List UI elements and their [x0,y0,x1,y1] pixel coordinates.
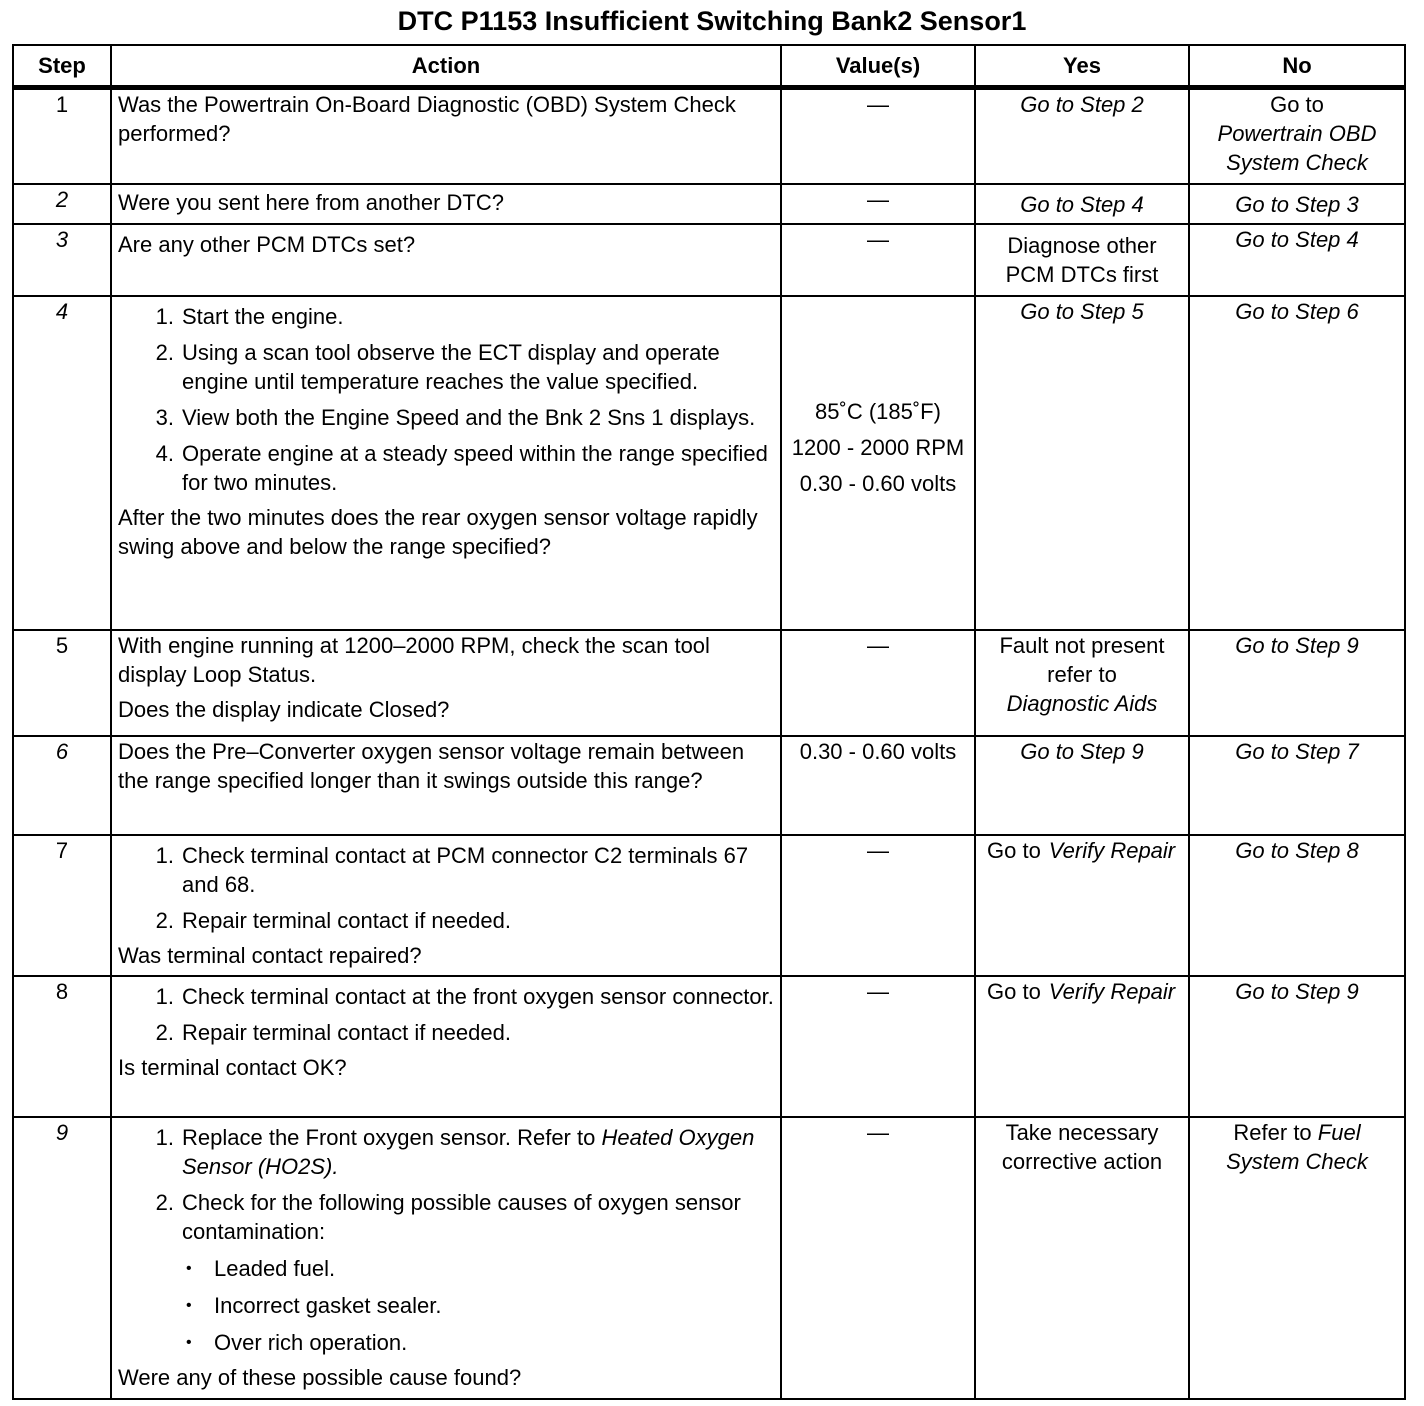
table-row [13,1117,1405,1399]
list-item: 1. Replace the Front oxygen sensor. Refer to Heated Oxygen Sensor (HO2S). [155,1125,755,1179]
no-cell [1189,1117,1405,1399]
list-item: • Leaded fuel. [186,1256,336,1281]
list-item: 2. Check for the following possible causes of oxygen sensor contamination: [155,1190,741,1244]
step-number: 9 [13,1117,111,1399]
step-number: 7 [13,835,111,976]
no-cell: Go to Step 4 [1189,224,1405,296]
action-cell [111,976,781,1117]
yes-cell: Go to Step 4 [975,184,1189,224]
action-cell [111,1117,781,1399]
step-number: 2 [13,184,111,224]
page-title: DTC P1153 Insufficient Switching Bank2 Sensor1 [397,6,1027,36]
yes-prefix: Go to [987,838,1041,863]
table-row [13,87,1405,184]
no-link: Powertrain OBD System Check [1217,120,1377,175]
cause-list [118,1254,774,1357]
step-number: 1 [13,87,111,184]
table-row [13,835,1405,976]
action-text: With engine running at 1200–2000 RPM, check the scan tool display Loop Status. [118,633,710,687]
yes-cell: Take necessary corrective action [975,1117,1189,1399]
yes-cell: Diagnose other PCM DTCs first [975,224,1189,296]
yes-prefix: Go to [987,979,1041,1004]
action-question: Were any of these possible cause found? [118,1365,522,1390]
header-action: Action [111,45,781,87]
no-cell: Go to Step 8 [1189,835,1405,976]
list-item: 1. Check terminal contact at the front oxygen sensor connector. [155,984,774,1009]
list-item: 1. Check terminal contact at PCM connector C2 terminals 67 and 68. [155,843,749,897]
header-no: No [1189,45,1405,87]
no-cell: Go to Step 3 [1189,184,1405,224]
action-question: Does the display indicate Closed? [118,697,450,722]
action-text: Does the Pre–Converter oxygen sensor voltage remain between the range specified longer than it swings outside this range? [118,739,745,793]
table-row [13,184,1405,224]
rpm-value: 1200 - 2000 RPM [791,435,965,460]
step-number: 8 [13,976,111,1117]
table-row [13,736,1405,835]
step-number: 3 [13,224,111,296]
yes-link: Verify Repair [1048,979,1176,1004]
step-number: 6 [13,736,111,835]
action-cell [111,736,781,835]
no-cell: Go to Step 7 [1189,736,1405,835]
action-cell [111,184,781,224]
action-cell [111,835,781,976]
action-text: Are any other PCM DTCs set? [118,232,416,257]
list-item: 3. View both the Engine Speed and the Bnk 2 Sns 1 displays. [155,405,756,430]
yes-prefix: Fault not present refer to [999,633,1165,687]
no-link: Fuel System Check [1226,1120,1368,1174]
list-item: • Incorrect gasket sealer. [186,1293,442,1318]
yes-cell: Go to Step 2 [975,87,1189,184]
list-item: 2. Using a scan tool observe the ECT display and operate engine until temperature reaches the value specified. [155,340,720,394]
action-text: Were you sent here from another DTC? [118,190,504,215]
header-yes: Yes [975,45,1189,87]
no-cell [1189,87,1405,184]
header-step: Step [13,45,111,87]
step-number: 5 [13,630,111,736]
value-cell: — [781,224,975,296]
action-question: After the two minutes does the rear oxygen sensor voltage rapidly swing above and below the range specified? [118,505,758,559]
table-row [13,976,1405,1117]
no-cell: Go to Step 9 [1189,976,1405,1117]
diagnostic-table [12,44,1406,1400]
yes-cell [975,630,1189,736]
table-row [13,630,1405,736]
step-number: 4 [13,296,111,630]
value-cell: — [781,835,975,976]
voltage-value: 0.30 - 0.60 volts [799,471,957,496]
value-cell: 0.30 - 0.60 volts [781,736,975,835]
no-cell: Go to Step 6 [1189,296,1405,630]
header-row [13,45,1405,87]
action-cell [111,87,781,184]
action-question: Is terminal contact OK? [118,1055,347,1080]
action-cell [111,224,781,296]
yes-cell: Go to Step 9 [975,736,1189,835]
no-prefix: Refer to [1233,1120,1312,1145]
action-steps [118,982,774,1047]
list-item: 4. Operate engine at a steady speed within the range specified for two minutes. [155,441,768,495]
action-steps [118,841,774,935]
value-cell: — [781,1117,975,1399]
value-cell: — [781,87,975,184]
yes-cell: Go to Step 5 [975,296,1189,630]
reference-link: Heated Oxygen Sensor (HO2S). [182,1125,755,1179]
action-question: Was terminal contact repaired? [118,943,422,968]
action-steps [118,302,774,497]
yes-link: Verify Repair [1048,838,1176,863]
list-item: 1. Start the engine. [155,304,344,329]
no-prefix: Go to [1270,91,1324,117]
header-values: Value(s) [781,45,975,87]
table-row [13,224,1405,296]
yes-cell [975,976,1189,1117]
action-cell [111,630,781,736]
list-item: 2. Repair terminal contact if needed. [155,908,511,933]
value-cell: — [781,976,975,1117]
list-item: 2. Repair terminal contact if needed. [155,1020,511,1045]
no-cell: Go to Step 9 [1189,630,1405,736]
yes-link: Diagnostic Aids [1006,691,1158,716]
temperature-value: 85˚C (185˚F) [815,399,941,424]
value-cell: — [781,630,975,736]
table-row [13,296,1405,630]
action-cell [111,296,781,630]
value-cell: — [781,184,975,224]
action-text: Was the Powertrain On-Board Diagnostic (OBD) System Check performed? [118,91,736,146]
yes-cell [975,835,1189,976]
value-cell [781,296,975,630]
list-item: • Over rich operation. [186,1330,408,1355]
action-steps [118,1123,774,1246]
